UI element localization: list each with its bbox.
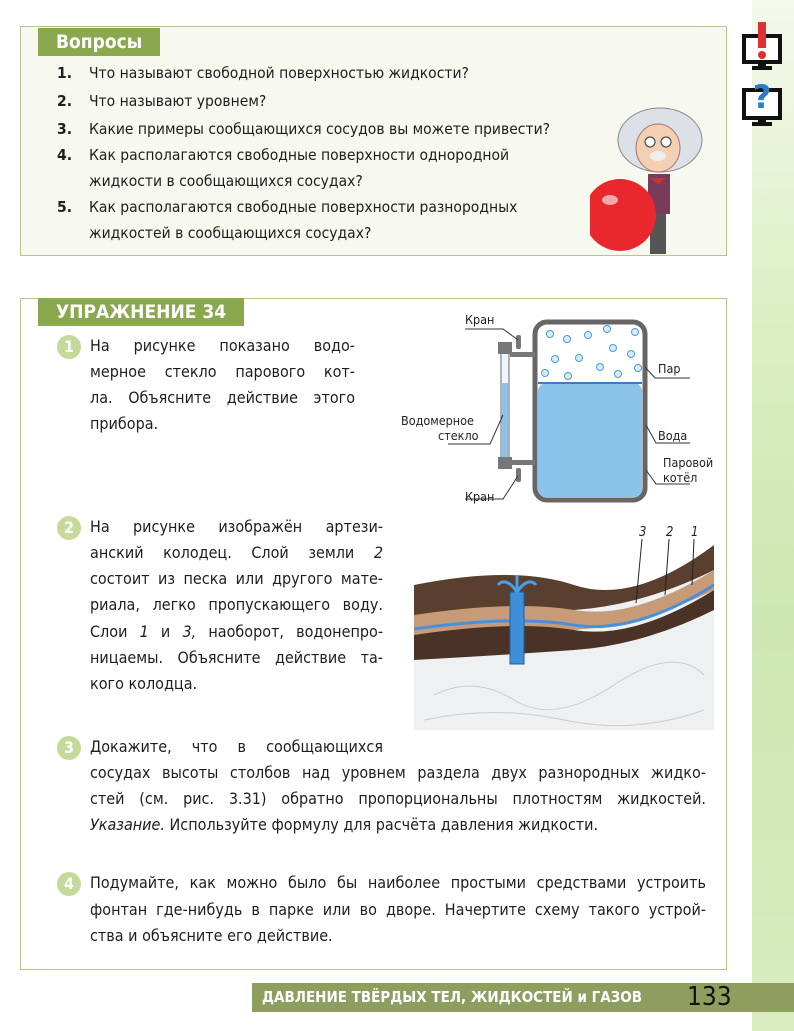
questions-title: Вопросы [38,28,160,56]
svg-text:?: ? [752,78,772,116]
question-5: 5. Как располагаются свободные поверхности разнородных жидкостей в сообщающихся сосудах? [57,198,518,242]
layer-label-3: 3 [639,525,647,540]
label-boiler-2: котёл [663,470,698,485]
task-1-line: На рисунке показано водо- [90,336,355,355]
task-4-number: 4 [57,872,81,896]
label-water: Вода [658,428,688,443]
page-number: 133 [687,982,732,1012]
task-3-line: сосудах высоты столбов над уровнем раздела двух разнородных жидко- [90,763,706,782]
label-tap-bottom: Кран [465,489,495,504]
task-2-line: кого колодца. [90,674,198,693]
task-1-line: ла. Объясните действие этого [90,388,355,407]
task-4-line: Подумайте, как можно было бы наиболее простыми средствами устроить [90,873,706,892]
task-4-line: фонтан где-нибудь в парке или во дворе. Начертите схему такого устрой- [90,900,706,919]
exercise-title: УПРАЖНЕНИЕ 34 [38,298,244,326]
label-tap-top: Кран [465,312,495,327]
layer-label-2: 2 [666,525,674,540]
task-2-line: ницаемы. Объясните действие та- [90,648,383,667]
task-2-line: состоит из песка или другого мате- [90,569,383,588]
question-monitor-icon [742,76,784,130]
question-2: 2. Что называют уровнем? [57,92,267,110]
footer-bar [252,983,794,1012]
task-2-line: анский колодец. Слой земли 2 [90,543,383,562]
task-2-line: Слои 1 и 3, наоборот, водонепро- [90,622,384,641]
task-4-line: ства и объясните его действие. [90,926,333,945]
task-1-number: 1 [57,335,81,359]
question-3: 3. Какие примеры сообщающихся сосудов вы можете привести? [57,120,551,138]
task-3-number: 3 [57,736,81,760]
task-3-hint: Указание. Используйте формулу для расчёта давления жидкости. [90,815,599,834]
task-3-line: стей (см. рис. 3.31) обратно пропорциональны плотностям жидкостей. [90,789,706,808]
task-3-line: Докажите, что в сообщающихся [90,737,383,756]
layer-label-1: 1 [691,525,699,540]
page-edge-decoration [752,0,794,1031]
exclamation-monitor-icon [742,22,784,72]
label-gauge-1: Водомерное [401,413,474,428]
artesian-well-diagram [414,525,714,730]
chapter-title: ДАВЛЕНИЕ ТВЁРДЫХ ТЕЛ, ЖИДКОСТЕЙ и ГАЗОВ [262,988,643,1006]
label-steam: Пар [658,361,681,376]
label-boiler-1: Паровой [663,455,714,470]
question-4: 4. Как располагаются свободные поверхности однородной жидкости в сообщающихся сосудах? [57,146,510,190]
mascot-scientist-illustration [590,100,720,260]
label-gauge-2: стекло [438,428,479,443]
task-2-number: 2 [57,516,81,540]
task-1-line: прибора. [90,414,159,433]
task-2-line: риала, легко пропускающего воду. [90,595,383,614]
task-1-line: мерное стекло парового кот- [90,362,355,381]
question-1: 1. Что называют свободной поверхностью жидкости? [57,64,469,82]
task-2-line: На рисунке изображён артези- [90,517,383,536]
